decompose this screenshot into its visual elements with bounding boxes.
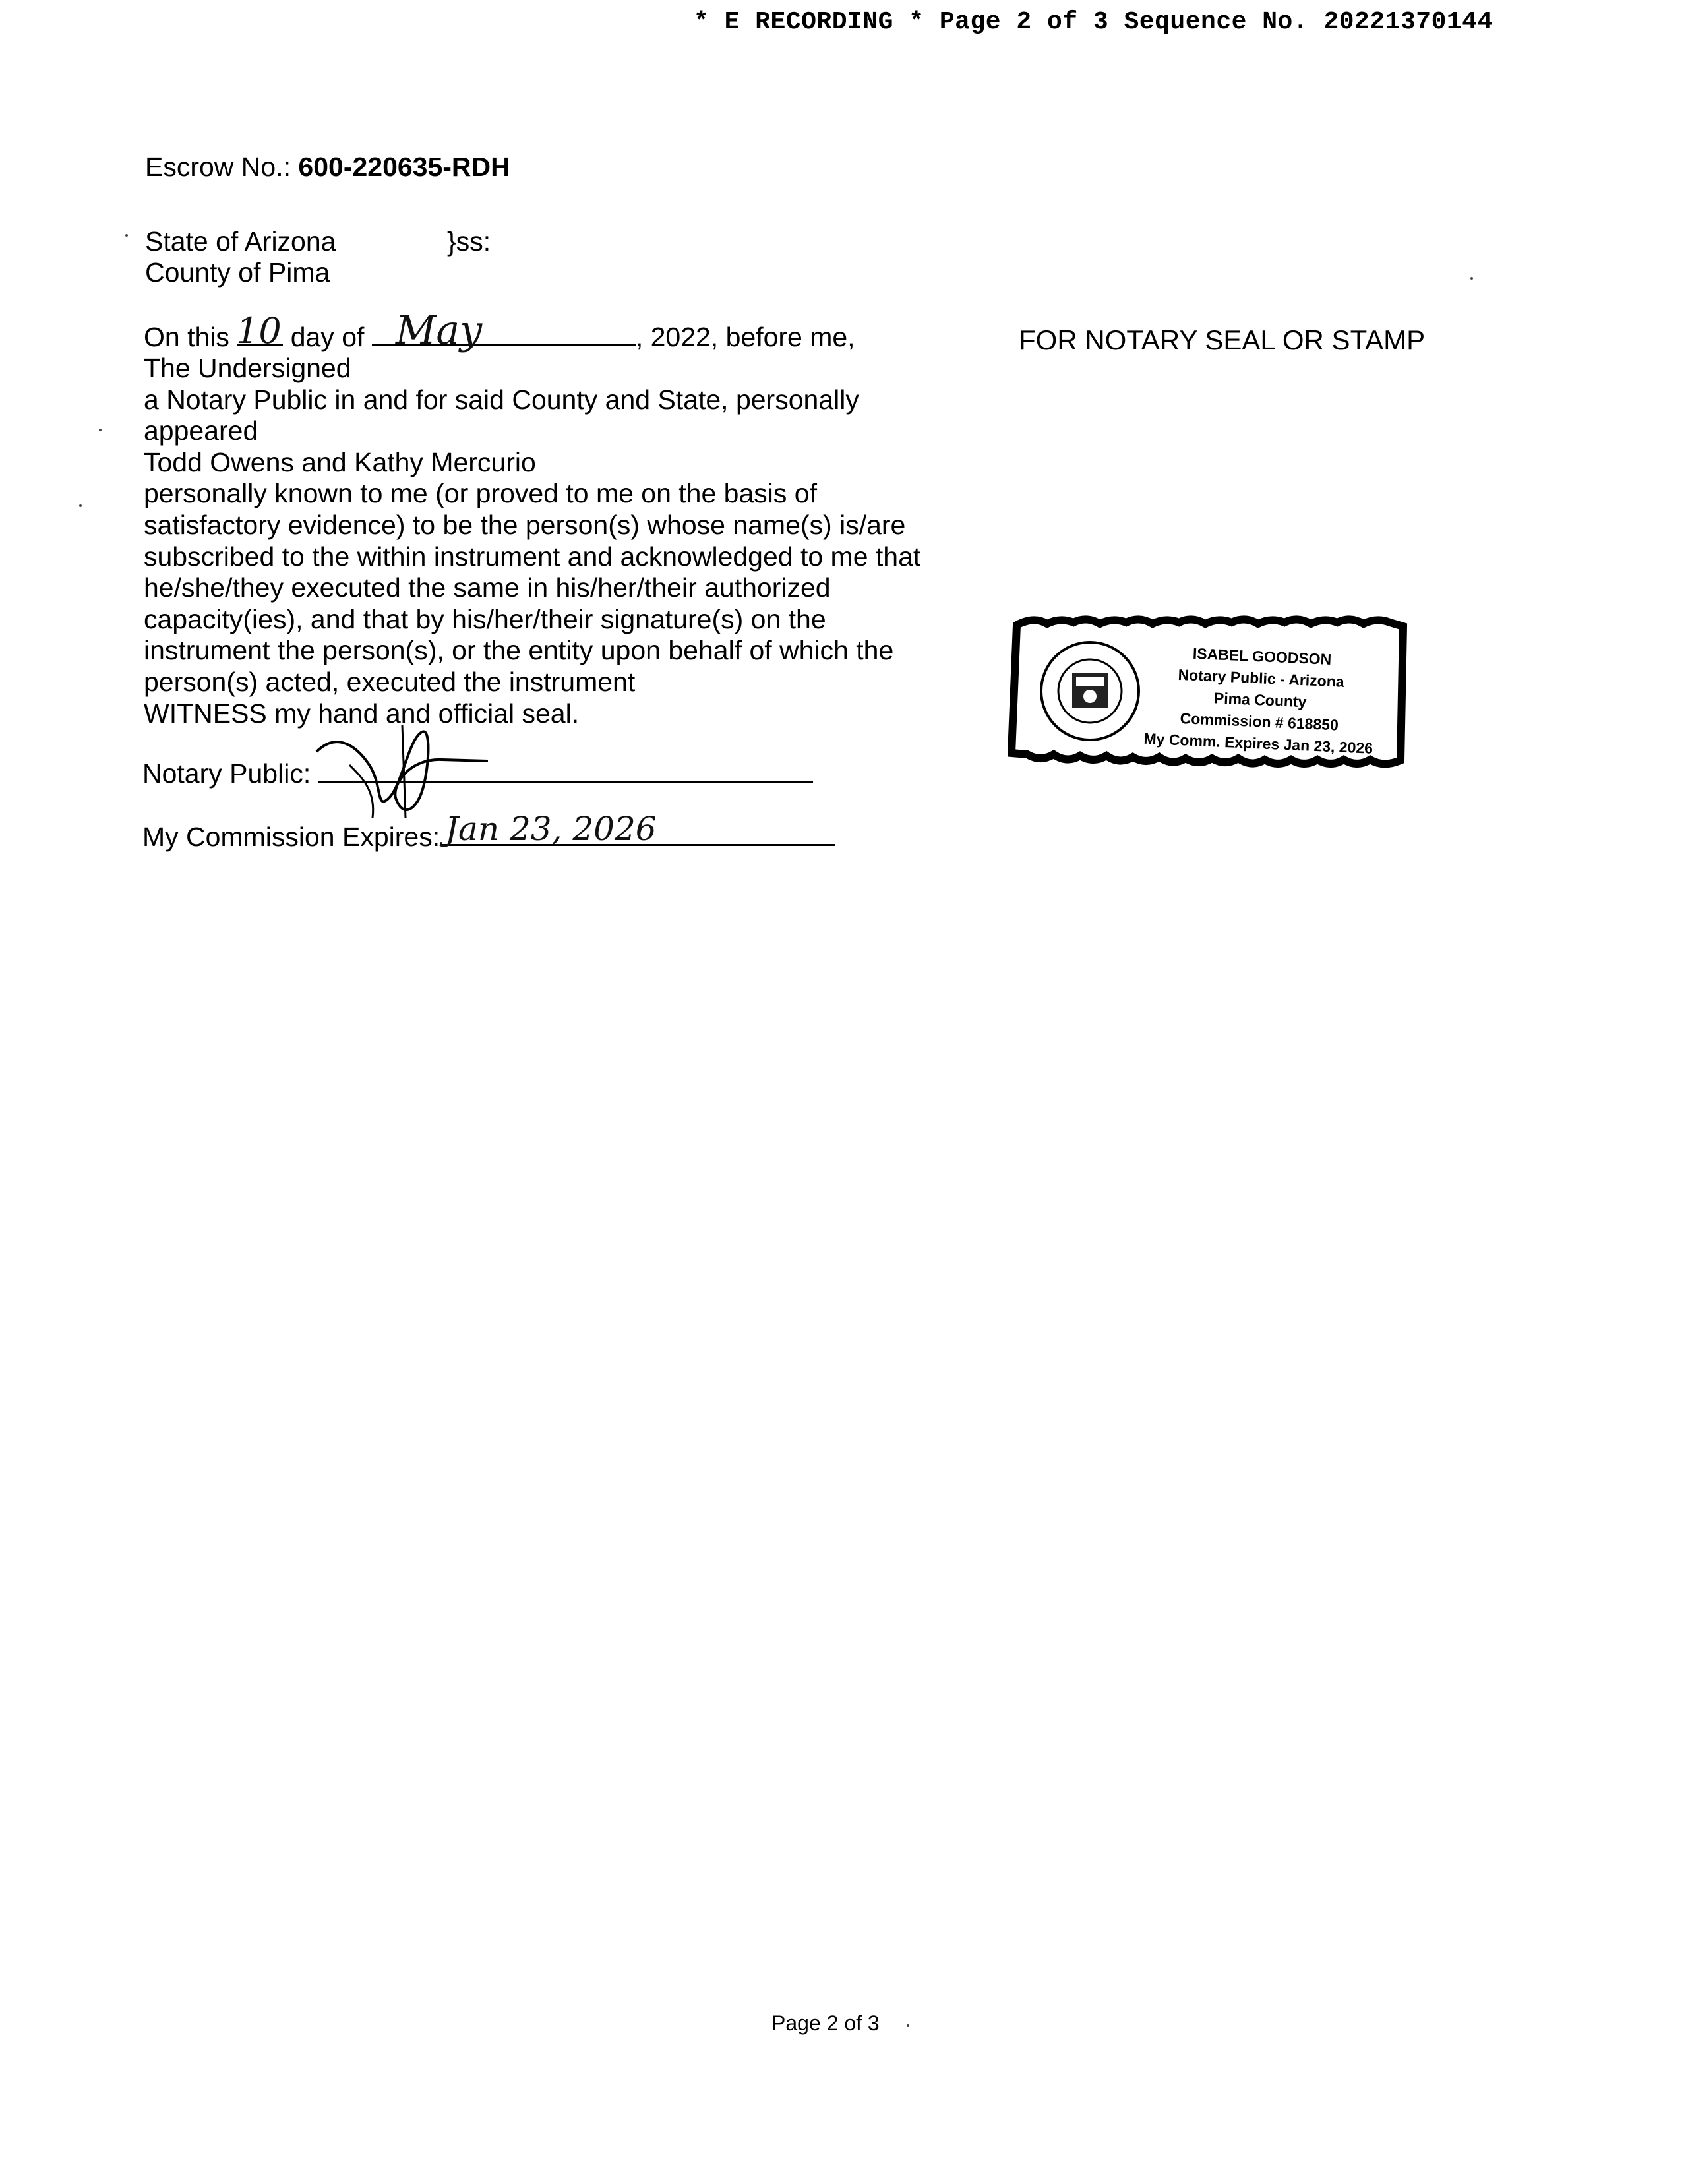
escrow-number: 600-220635-RDH: [298, 152, 510, 182]
scan-speck: [907, 2024, 909, 2027]
venue-county: County of Pima: [145, 257, 330, 288]
handwritten-month: May: [396, 307, 483, 353]
acknowledgment-line: instrument the person(s), or the entity upon behalf of which the: [144, 635, 894, 666]
acknowledgment-line: appeared: [144, 415, 258, 446]
stamp-line: Commission # 618850: [1180, 710, 1339, 734]
acknowledgment-line: WITNESS my hand and official seal.: [144, 698, 580, 729]
acknowledgment-line: a Notary Public in and for said County and State, personally: [144, 384, 859, 415]
escrow-line: [145, 152, 510, 183]
year-text: , 2022, before me,: [635, 322, 855, 352]
handwritten-commission-date: Jan 23, 2026: [445, 810, 657, 848]
notary-stamp-text: [1116, 640, 1404, 761]
commission-expires-label: My Commission Expires:: [142, 822, 440, 852]
acknowledgment-line: he/she/they executed the same in his/her/their authorized: [144, 572, 831, 603]
venue-ss: }ss:: [447, 226, 491, 257]
stamp-line: Notary Public - Arizona: [1178, 665, 1345, 690]
scan-speck: [125, 234, 128, 237]
scan-speck: [1470, 277, 1473, 280]
acknowledgment-line: capacity(ies), and that by his/her/their signature(s) on the: [144, 603, 826, 634]
acknowledgment-line: subscribed to the within instrument and acknowledged to me that: [144, 541, 921, 572]
escrow-label: Escrow No.:: [145, 152, 291, 182]
acknowledgment-line: satisfactory evidence) to be the person(s) whose name(s) is/are: [144, 509, 906, 540]
handwritten-day: 10: [236, 310, 282, 351]
on-this-text: On this: [144, 322, 229, 352]
stamp-line: Pima County: [1213, 689, 1307, 711]
seal-area-label: FOR NOTARY SEAL OR STAMP: [1019, 324, 1426, 355]
acknowledgment-line: person(s) acted, executed the instrument: [144, 666, 636, 697]
day-of-text: day of: [290, 322, 365, 352]
acknowledgment-body: [144, 353, 920, 729]
notary-signature-graphic: [310, 719, 501, 824]
notary-public-label: Notary Public:: [142, 758, 311, 789]
acknowledgment-line: Todd Owens and Kathy Mercurio: [144, 446, 536, 477]
recording-header: * E RECORDING * Page 2 of 3 Sequence No. 20221370144: [694, 8, 1493, 36]
stamp-line: ISABEL GOODSON: [1192, 644, 1332, 668]
scan-speck: [79, 504, 82, 507]
venue-state: State of Arizona: [145, 226, 336, 257]
acknowledgment-line: The Undersigned: [144, 353, 351, 383]
page-footer: Page 2 of 3: [771, 2011, 880, 2035]
acknowledgment-line: personally known to me (or proved to me on the basis of: [144, 478, 817, 509]
stamp-line: My Comm. Expires Jan 23, 2026: [1143, 729, 1373, 757]
scan-speck: [99, 429, 102, 431]
